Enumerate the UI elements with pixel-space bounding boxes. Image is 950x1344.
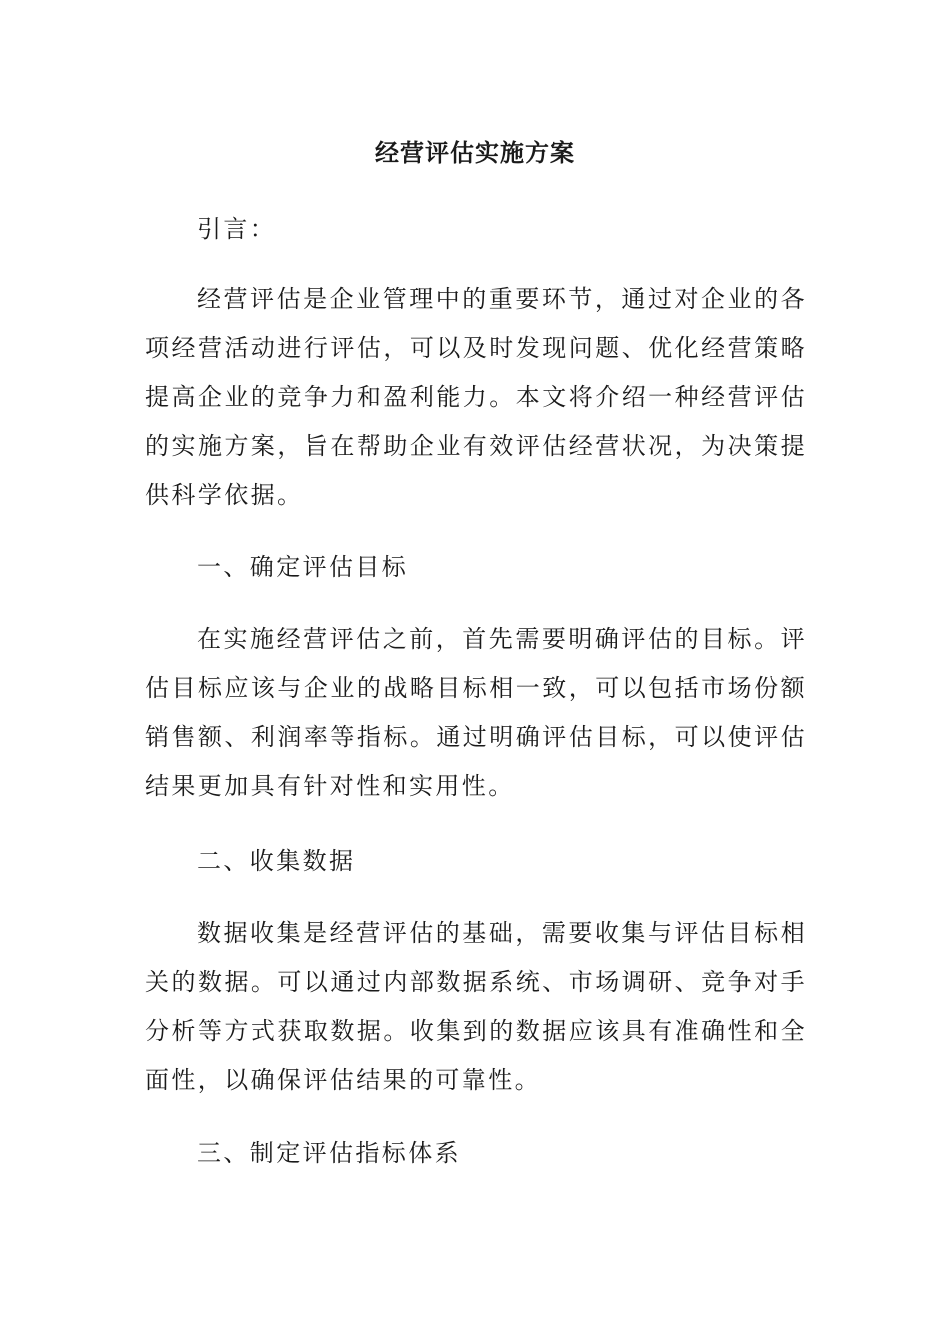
section-1-heading: 一、确定评估目标 bbox=[197, 553, 409, 581]
section-1-paragraph: 在实施经营评估之前，首先需要明确评估的目标。评估目标应该与企业的战略目标相一致，可以包括市场份额销售额、利润率等指标。通过明确评估目标，可以使评估结果更加具有针对性和实用性。 bbox=[145, 625, 807, 800]
section-3-heading: 三、制定评估指标体系 bbox=[197, 1139, 461, 1167]
section-2-paragraph: 数据收集是经营评估的基础，需要收集与评估目标相关的数据。可以通过内部数据系统、市场调研、竞争对手分析等方式获取数据。收集到的数据应该具有准确性和全面性，以确保评估结果的可靠性。 bbox=[145, 919, 807, 1094]
section-2-heading: 二、收集数据 bbox=[197, 847, 356, 875]
intro-paragraph: 经营评估是企业管理中的重要环节，通过对企业的各项经营活动进行评估，可以及时发现问题、优化经营策略提高企业的竞争力和盈利能力。本文将介绍一种经营评估的实施方案，旨在帮助企业有效评估经营状况，为决策提供科学依据。 bbox=[145, 285, 807, 509]
intro-label: 引言： bbox=[197, 215, 277, 243]
page-title: 经营评估实施方案 bbox=[375, 138, 575, 167]
